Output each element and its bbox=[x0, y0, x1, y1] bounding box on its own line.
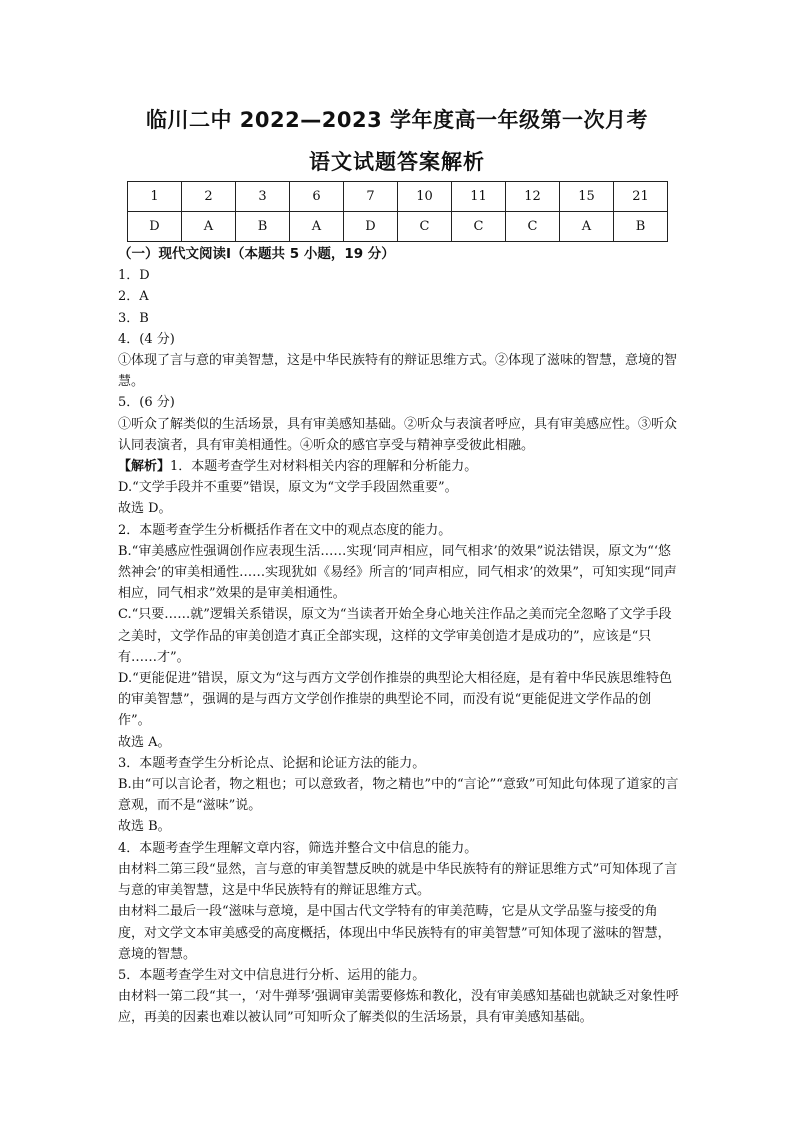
answer-cell: B bbox=[614, 212, 668, 242]
explanation-1-text: 1．本题考查学生对材料相关内容的理解和分析能力。 bbox=[170, 459, 478, 475]
question-number-row bbox=[128, 182, 668, 212]
explanation-1-question bbox=[118, 456, 680, 477]
answer-cell: A bbox=[182, 212, 236, 242]
answer-line-5-head: 5．(6 分) bbox=[118, 395, 175, 411]
explanation-2-c: C.“只要……就”逻辑关系错误，原文为“当读者开始全身心地关注作品之美而完全忽略了文学手段之美时，文学作品的审美创造才真正全部实现，这样的文学审美创造才是成功的”，应该是“只有……才”。 bbox=[118, 607, 672, 665]
answer-cell: C bbox=[506, 212, 560, 242]
document-subtitle: 语文试题答案解析 bbox=[309, 150, 485, 174]
answer-cell: A bbox=[290, 212, 344, 242]
explanation-1-d: D.“文学手段并不重要”错误，原文为“文学手段固然重要”。 bbox=[118, 480, 458, 496]
answer-cell: C bbox=[398, 212, 452, 242]
analysis-tag: 【解析】 bbox=[118, 459, 171, 475]
answer-key-table bbox=[127, 181, 668, 242]
question-number-cell: 2 bbox=[182, 182, 236, 212]
answer-line-4-head: 4．(4 分) bbox=[118, 331, 175, 347]
answer-cell: D bbox=[128, 212, 182, 242]
answer-cell: B bbox=[236, 212, 290, 242]
answer-cell: C bbox=[452, 212, 506, 242]
explanation-1-choice: 故选 D。 bbox=[118, 501, 172, 517]
question-number-cell: 3 bbox=[236, 182, 290, 212]
section-heading: （一）现代文阅读Ⅰ（本题共 5 小题，19 分） bbox=[118, 246, 395, 262]
explanation-3-b: B.由“可以言论者，物之粗也；可以意致者，物之精也”中的“言论”“意致”可知此句体现了道家的言意观，而不是“滋味”说。 bbox=[118, 777, 679, 814]
explanation-3-choice: 故选 B。 bbox=[118, 819, 171, 835]
explanation-2-d: D.“更能促进”错误，原文为“这与西方文学创作推崇的典型论大相径庭，是有着中华民族思维特色的审美智慧”，强调的是与西方文学创作推崇的典型论不同，而没有说“更能促进文学作品的创作”。 bbox=[118, 671, 673, 729]
explanation-4-question: 4．本题考查学生理解文章内容，筛选并整合文中信息的能力。 bbox=[118, 840, 478, 856]
question-number-cell: 7 bbox=[344, 182, 398, 212]
answer-cell: A bbox=[560, 212, 614, 242]
answer-5-text: ①听众了解类似的生活场景，具有审美感知基础。②听众与表演者呼应，具有审美感应性。③听众认同表演者，具有审美相通性。④听众的感官享受与精神享受彼此相融。 bbox=[118, 416, 678, 453]
answer-line-3: 3．B bbox=[118, 310, 149, 326]
explanation-4-para-1: 由材料二第三段“显然，言与意的审美智慧反映的就是中华民族特有的辩证思维方式”可知体现了言与意的审美智慧，这是中华民族特有的辩证思维方式。 bbox=[118, 861, 678, 899]
answer-cell: D bbox=[344, 212, 398, 242]
explanation-3-question: 3．本题考查学生分析论点、论据和论证方法的能力。 bbox=[118, 755, 426, 771]
explanation-5-para-1: 由材料一第二段“其一，‘对牛弹琴’强调审美需要修炼和教化，没有审美感知基础也就缺乏对象性呼应，再美的因素也难以被认同”可知听众了解类似的生活场景，具有审美感知基础。 bbox=[118, 989, 679, 1026]
answer-line-1: 1．D bbox=[118, 268, 150, 284]
question-number-cell: 12 bbox=[506, 182, 560, 212]
question-number-cell: 1 bbox=[128, 182, 182, 212]
answer-line-2: 2．A bbox=[118, 289, 149, 305]
explanation-5-question: 5．本题考查学生对文中信息进行分析、运用的能力。 bbox=[118, 967, 426, 983]
answer-row bbox=[128, 212, 668, 242]
question-number-cell: 15 bbox=[560, 182, 614, 212]
explanation-2-question: 2．本题考查学生分析概括作者在文中的观点态度的能力。 bbox=[118, 522, 452, 538]
question-number-cell: 11 bbox=[452, 182, 506, 212]
answer-4-text: ①体现了言与意的审美智慧，这是中华民族特有的辩证思维方式。②体现了滋味的智慧，意境的智慧。 bbox=[118, 353, 678, 390]
question-number-cell: 21 bbox=[614, 182, 668, 212]
explanation-2-choice: 故选 A。 bbox=[118, 734, 171, 750]
explanation-2-b: B.“审美感应性强调创作应表现生活……实现‘同声相应，同气相求’的效果”说法错误，原文为“‘悠然神会’的审美相通性……实现犹如《易经》所言的‘同声相应，同气相求’的效果”，可知实现“同声相应，同气相求”效果的是审美相通性。 bbox=[118, 543, 677, 602]
document-title: 临川二中 2022—2023 学年度高一年级第一次月考 bbox=[145, 108, 648, 132]
question-number-cell: 10 bbox=[398, 182, 452, 212]
question-number-cell: 6 bbox=[290, 182, 344, 212]
answer-body bbox=[118, 244, 680, 1029]
explanation-4-para-2: 由材料二最后一段“滋味与意境，是中国古代文学特有的审美范畴，它是从文学品鉴与接受的角度，对文学文本审美感受的高度概括，体现出中华民族特有的审美智慧”可知体现了滋味的智慧，意境的智慧。 bbox=[118, 904, 671, 962]
